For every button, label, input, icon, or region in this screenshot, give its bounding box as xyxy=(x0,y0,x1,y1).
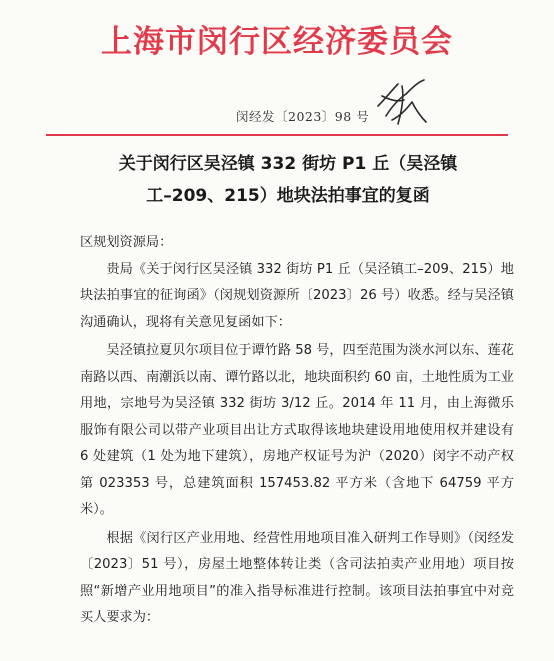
red-divider xyxy=(46,134,508,136)
title-line: 工–209、215）地块法拍事宜的复函 xyxy=(146,186,430,206)
document-number: 闵经发〔2023〕98 号 xyxy=(236,109,370,124)
document-title xyxy=(62,148,514,212)
paragraph: 吴泾镇拉夏贝尔项目位于谭竹路 58 号，四至范围为淡水河以东、莲花南路以西、南潮浜以南、谭竹路以北，地块面积约 60 亩，土地性质为工业用地，宗地号为吴泾镇 332 街坊 3/12 丘。2014 年 11 月，由上海微乐服饰有限公司以带产业项目出让方式取得该地块建设用地使用权并建设有 6 处建筑（1 处为地下建筑），房地产权证号为沪（2020）闵字不动产权第 023353 号，总建筑面积 157453.82 平方米（含地下 64759 平方米）。 xyxy=(80,343,514,517)
addressee: 区规划资源局： xyxy=(80,235,173,250)
handwritten-signature xyxy=(372,76,430,128)
letterhead: 上海市闵行区经济委员会 xyxy=(101,24,453,60)
paragraph: 根据《闵行区产业用地、经营性用地项目准入研判工作导则》（闵经发〔2023〕51 号），房屋土地整体转让类（含司法拍卖产业用地）项目按照“新增产业用地项目”的准入指导标准进行控制。该项目法拍事宜中对竞买人要求为： xyxy=(80,530,514,625)
paragraph: 贵局《关于闵行区吴泾镇 332 街坊 P1 丘（吴泾镇工–209、215）地块法拍事宜的征询函》（闵规划资源所〔2023〕26 号）收悉。经与吴泾镇沟通确认，现将有关意见复函如下： xyxy=(80,261,514,330)
title-line: 关于闵行区吴泾镇 332 街坊 P1 丘（吴泾镇 xyxy=(118,154,458,174)
document-body xyxy=(80,230,514,632)
